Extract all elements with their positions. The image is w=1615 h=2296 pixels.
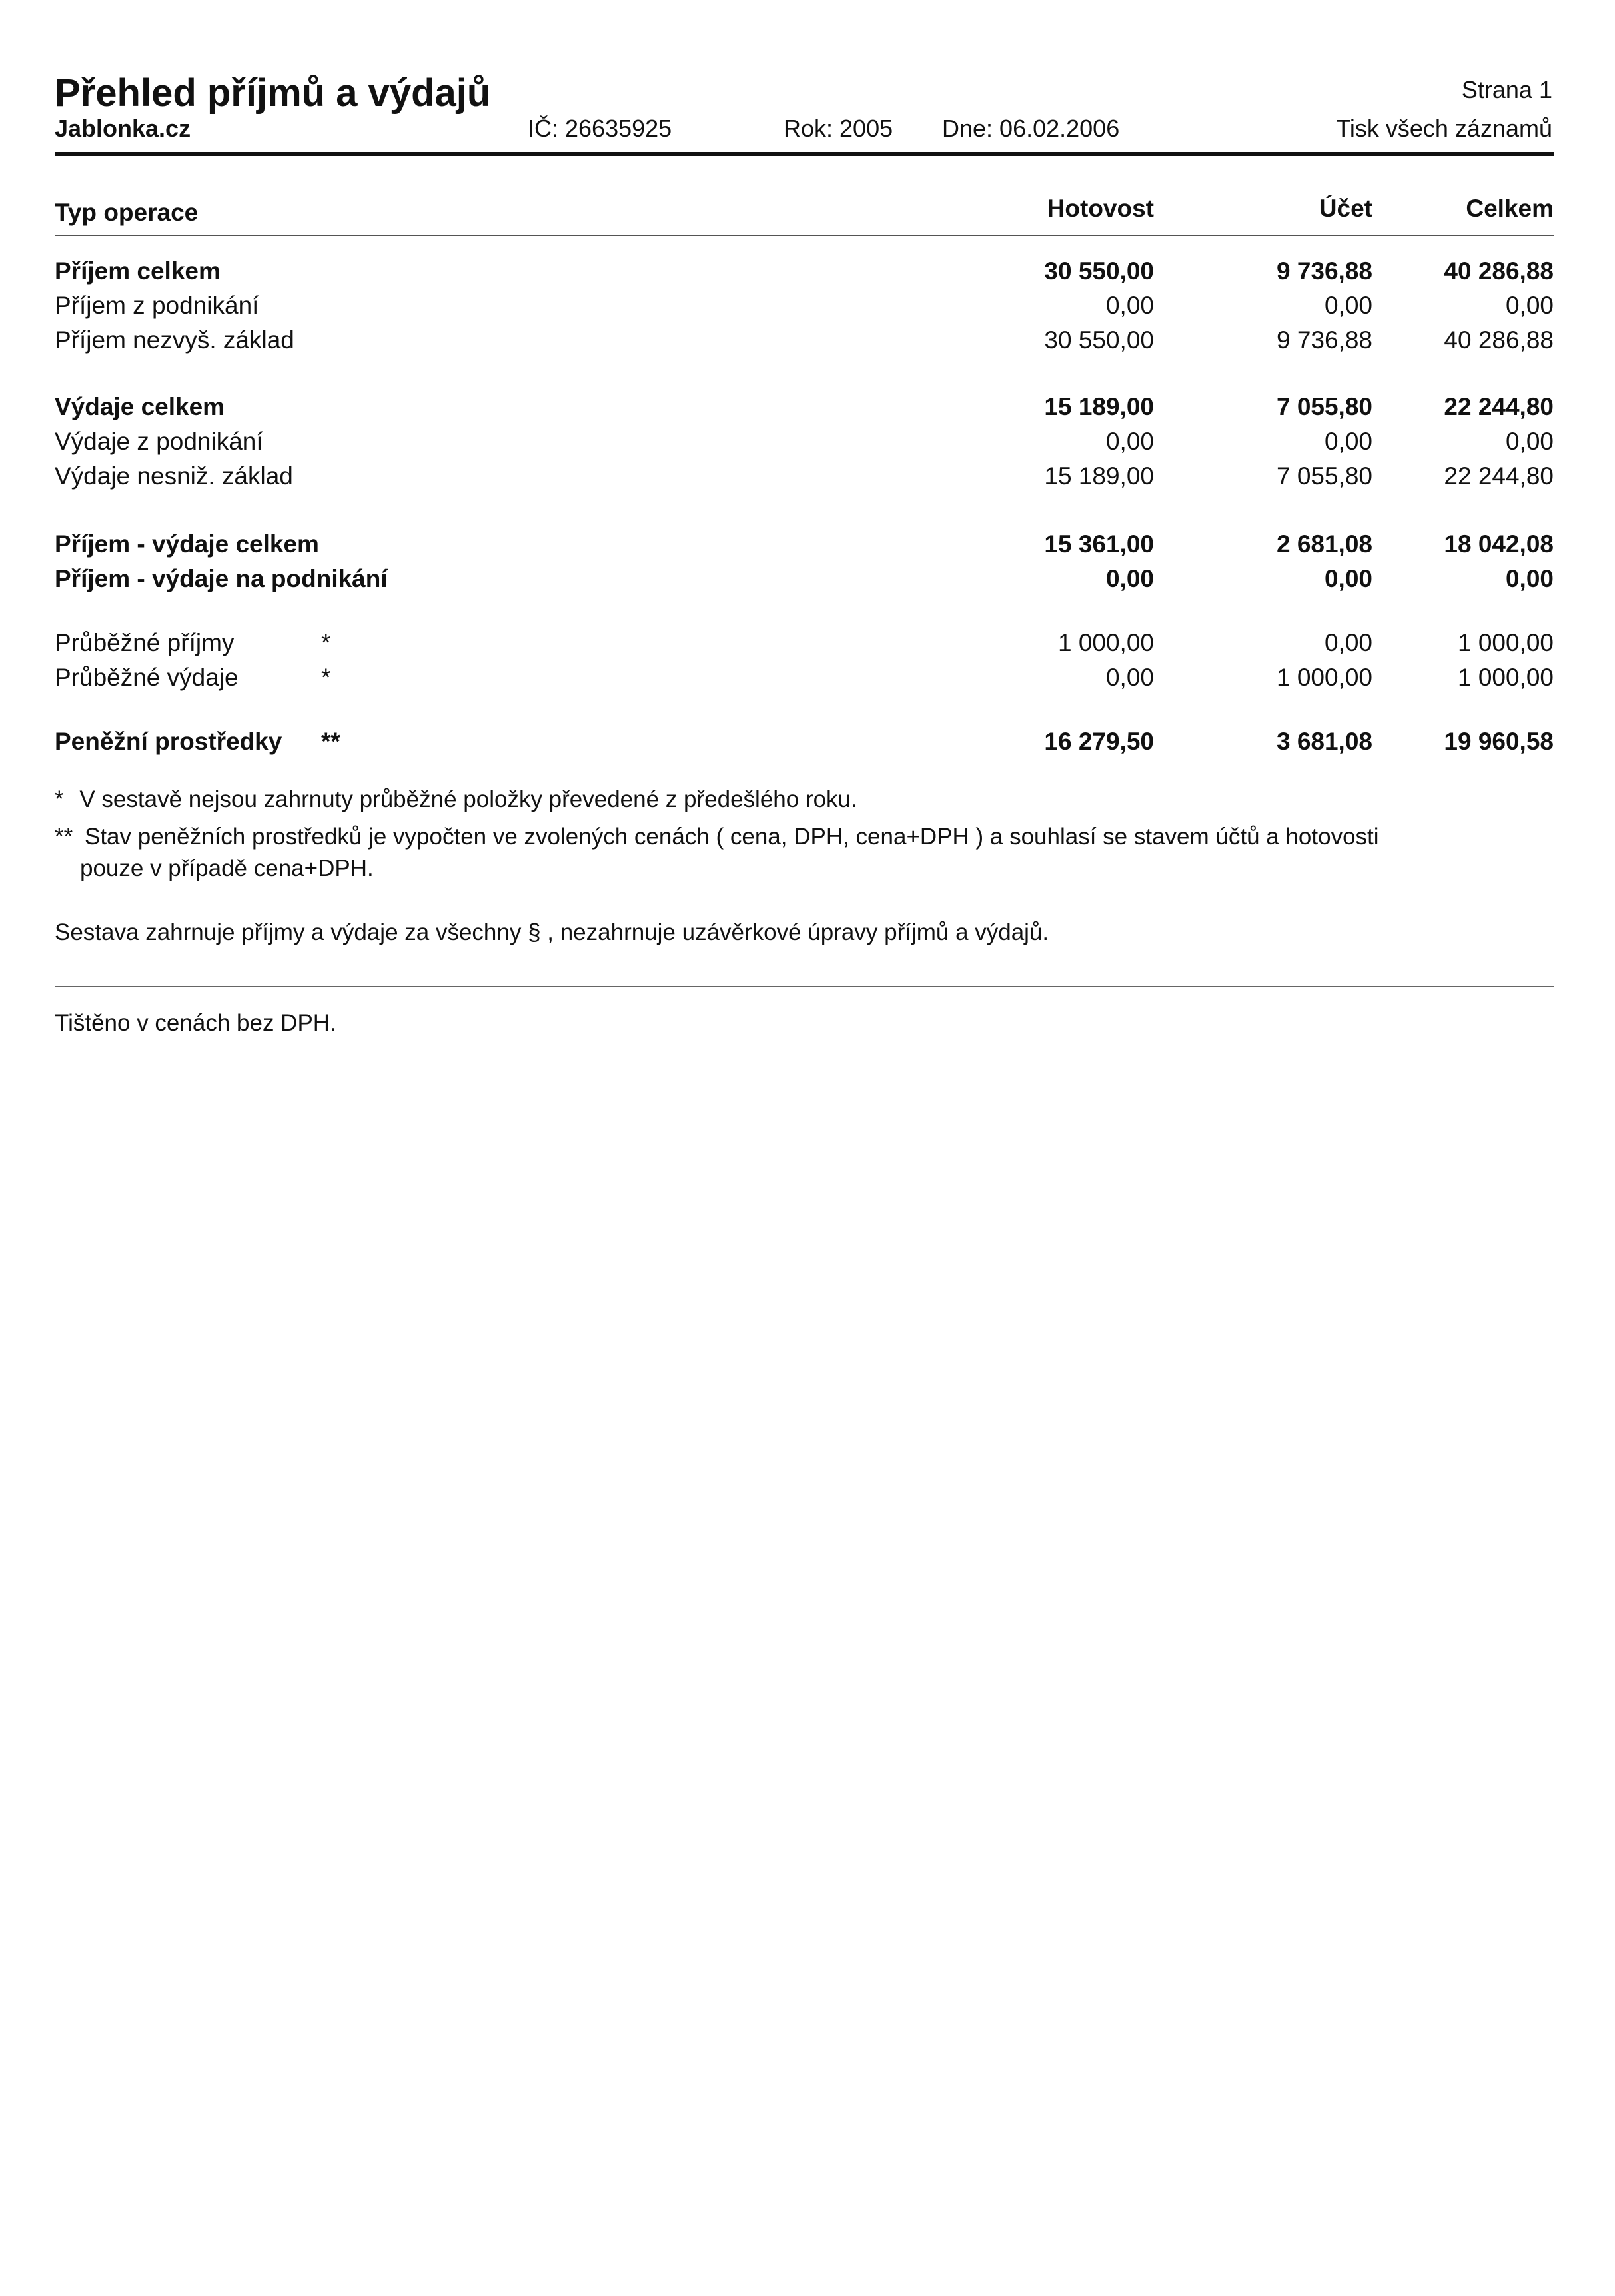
cash-value: 15 361,00 — [1044, 530, 1154, 558]
table-row — [55, 728, 1554, 762]
column-cash: Hotovost — [1047, 195, 1154, 222]
total-value: 0,00 — [1505, 428, 1554, 455]
cash-value: 0,00 — [1105, 292, 1154, 319]
header-rule — [55, 152, 1554, 156]
total-value: 1 000,00 — [1457, 629, 1554, 656]
row-label: Příjem celkem — [55, 257, 221, 285]
page-number: Strana 1 — [1461, 76, 1552, 103]
row-label: Příjem nezvyš. základ — [55, 326, 294, 354]
cash-value: 30 550,00 — [1044, 257, 1154, 285]
account-value: 9 736,88 — [1276, 326, 1372, 354]
total-value: 40 286,88 — [1444, 257, 1554, 285]
printed-note: Tištěno v cenách bez DPH. — [55, 1010, 336, 1036]
footnote-1-text: V sestavě nejsou zahrnuty průběžné položky převedené z předešlého roku. — [79, 786, 857, 812]
row-label: Výdaje z podnikání — [55, 428, 263, 455]
table-row — [55, 292, 1554, 326]
cash-value: 15 189,00 — [1044, 462, 1154, 490]
table-row — [55, 530, 1554, 565]
table-row — [55, 428, 1554, 462]
report-date: Dne: 06.02.2006 — [942, 115, 1120, 142]
footnote-2-mark: ** — [55, 824, 73, 850]
total-value: 40 286,88 — [1444, 326, 1554, 354]
account-value: 0,00 — [1324, 428, 1372, 455]
footnote-mark: * — [321, 629, 331, 656]
column-type: Typ operace — [55, 199, 199, 226]
footnote-1 — [55, 786, 857, 813]
total-value: 19 960,58 — [1444, 728, 1554, 755]
account-value: 0,00 — [1324, 565, 1372, 592]
account-value: 3 681,08 — [1276, 728, 1372, 755]
total-value: 0,00 — [1505, 565, 1554, 592]
footnote-2-text: Stav peněžních prostředků je vypočten ve zvolených cenách ( cena, DPH, cena+DPH ) a souhlasí se stavem účtů a hotovosti — [84, 824, 1379, 850]
table-row — [55, 462, 1554, 497]
report-scope-note: Sestava zahrnuje příjmy a výdaje za všechny § , nezahrnuje uzávěrkové úpravy příjmů a výdajů. — [55, 919, 1049, 945]
row-label: Průběžné příjmy — [55, 629, 235, 656]
report-year: Rok: 2005 — [784, 115, 893, 142]
table-row — [55, 326, 1554, 361]
report-title: Přehled příjmů a výdajů — [55, 71, 491, 115]
total-value: 22 244,80 — [1444, 462, 1554, 490]
total-value: 0,00 — [1505, 292, 1554, 319]
cash-value: 15 189,00 — [1044, 393, 1154, 420]
row-label: Příjem z podnikání — [55, 292, 259, 319]
account-value: 7 055,80 — [1276, 393, 1372, 420]
footnote-mark: ** — [321, 728, 340, 755]
table-row — [55, 565, 1554, 600]
cash-value: 16 279,50 — [1044, 728, 1154, 755]
company-id: IČ: 26635925 — [528, 115, 672, 142]
print-mode: Tisk všech záznamů — [1336, 115, 1552, 142]
table-row — [55, 257, 1554, 292]
row-label: Výdaje nesniž. základ — [55, 462, 293, 490]
account-value: 2 681,08 — [1276, 530, 1372, 558]
footnote-1-mark: * — [55, 786, 64, 812]
total-value: 1 000,00 — [1457, 664, 1554, 691]
row-label: Příjem - výdaje na podnikání — [55, 565, 388, 592]
footnote-2-continuation: pouze v případě cena+DPH. — [80, 856, 374, 881]
footnote-mark: * — [321, 664, 331, 691]
cash-value: 0,00 — [1105, 428, 1154, 455]
cash-value: 30 550,00 — [1044, 326, 1154, 354]
cash-value: 0,00 — [1105, 565, 1154, 592]
row-label: Příjem - výdaje celkem — [55, 530, 319, 558]
total-value: 22 244,80 — [1444, 393, 1554, 420]
column-rule — [55, 235, 1554, 236]
cash-value: 1 000,00 — [1057, 629, 1154, 656]
table-row — [55, 629, 1554, 664]
account-value: 0,00 — [1324, 629, 1372, 656]
cash-value: 0,00 — [1105, 664, 1154, 691]
company-name: Jablonka.cz — [55, 115, 191, 142]
account-value: 9 736,88 — [1276, 257, 1372, 285]
account-value: 7 055,80 — [1276, 462, 1372, 490]
account-value: 0,00 — [1324, 292, 1372, 319]
column-total: Celkem — [1466, 195, 1554, 222]
footnote-2 — [55, 824, 1379, 850]
total-value: 18 042,08 — [1444, 530, 1554, 558]
row-label: Výdaje celkem — [55, 393, 225, 420]
table-row — [55, 393, 1554, 428]
row-label: Peněžní prostředky — [55, 728, 282, 755]
column-account: Účet — [1319, 195, 1372, 222]
row-label: Průběžné výdaje — [55, 664, 239, 691]
footer-rule — [55, 986, 1554, 987]
account-value: 1 000,00 — [1276, 664, 1372, 691]
table-row — [55, 664, 1554, 698]
